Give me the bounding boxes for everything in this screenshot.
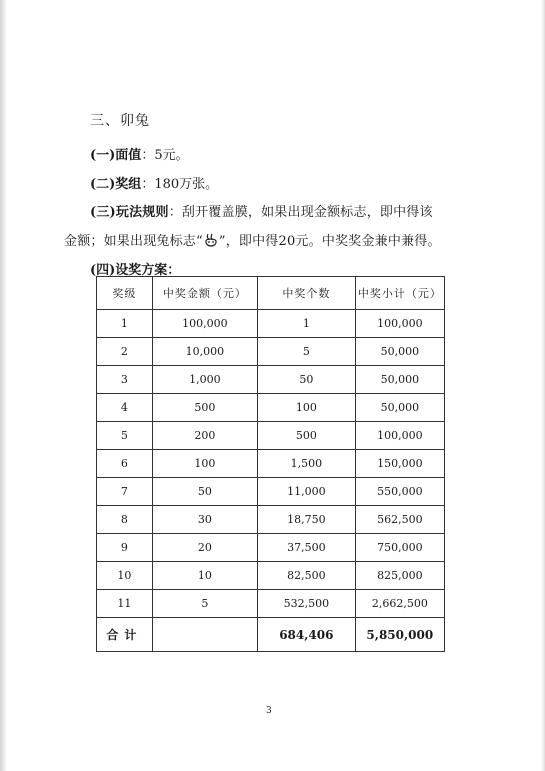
cell-subtotal: 150,000 [355,450,444,478]
table-row [97,534,445,562]
table-row [97,338,445,366]
rules-text-2b: ”，即中得20元。中奖奖金兼中兼得。 [218,234,441,249]
cell-amount: 10,000 [152,338,257,366]
rules-label: (三)玩法规则 [90,205,169,220]
cell-amount: 10 [152,562,257,590]
cell-count: 37,500 [258,534,356,562]
face-value-line [90,144,189,163]
cell-level: 11 [97,590,153,618]
rabbit-icon [204,233,218,247]
cell-amount: 200 [152,422,257,450]
cell-amount: 30 [152,506,257,534]
cell-count: 1,500 [258,450,356,478]
cell-amount: 500 [152,394,257,422]
cell-amount: 5 [152,590,257,618]
cell-count: 82,500 [258,562,356,590]
cell-amount: 100 [152,450,257,478]
cell-level: 6 [97,450,153,478]
table-row [97,450,445,478]
table-row [97,394,445,422]
page-number: 3 [266,706,272,716]
face-value-label: (一)面值 [90,148,142,163]
rules-text-1: ：刮开覆盖膜，如果出现金额标志，即中得该 [168,205,433,220]
column-header-level: 奖级 [97,277,153,310]
table-row [97,478,445,506]
cell-subtotal: 100,000 [355,422,444,450]
cell-count: 50 [258,366,356,394]
cell-subtotal: 50,000 [355,366,444,394]
table-row [97,422,445,450]
ticket-count-text: ：180万张。 [141,177,219,192]
rules-line-1 [90,201,433,220]
cell-level: 1 [97,310,153,338]
ticket-count-line [90,173,218,192]
table-row [97,562,445,590]
scan-edge-left [0,0,7,771]
cell-level: 2 [97,338,153,366]
face-value-text: ：5元。 [141,148,189,163]
cell-subtotal: 750,000 [355,534,444,562]
total-subtotal: 5,850,000 [355,618,444,652]
cell-subtotal: 50,000 [355,394,444,422]
prize-table [96,276,445,652]
table-row [97,590,445,618]
cell-level: 5 [97,422,153,450]
cell-count: 5 [258,338,356,366]
table-row [97,366,445,394]
cell-level: 9 [97,534,153,562]
total-row [97,618,445,652]
cell-count: 1 [258,310,356,338]
cell-amount: 1,000 [152,366,257,394]
cell-level: 3 [97,366,153,394]
cell-count: 500 [258,422,356,450]
cell-amount: 20 [152,534,257,562]
prize-scheme-label: (四)设奖方案： [90,263,181,278]
table-row [97,310,445,338]
total-label: 合计 [97,618,153,652]
table-header-row [97,277,445,310]
total-amount-empty [152,618,257,652]
cell-subtotal: 100,000 [355,310,444,338]
cell-count: 100 [258,394,356,422]
column-header-subtotal: 中奖小计（元） [355,277,444,310]
scan-edge-right [541,0,545,771]
column-header-count: 中奖个数 [258,277,356,310]
rules-line-2 [64,230,441,249]
cell-subtotal: 562,500 [355,506,444,534]
cell-amount: 50 [152,478,257,506]
column-header-amount: 中奖金额（元） [152,277,257,310]
cell-subtotal: 825,000 [355,562,444,590]
cell-subtotal: 550,000 [355,478,444,506]
table-row [97,506,445,534]
cell-count: 532,500 [258,590,356,618]
cell-amount: 100,000 [152,310,257,338]
cell-level: 7 [97,478,153,506]
rules-text-2a: 金额；如果出现兔标志“ [64,234,203,249]
cell-count: 11,000 [258,478,356,506]
cell-count: 18,750 [258,506,356,534]
ticket-count-label: (二)奖组 [90,177,142,192]
section-heading: 三、卯兔 [90,113,150,129]
cell-subtotal: 2,662,500 [355,590,444,618]
cell-level: 8 [97,506,153,534]
total-count: 684,406 [258,618,356,652]
cell-level: 4 [97,394,153,422]
cell-level: 10 [97,562,153,590]
cell-subtotal: 50,000 [355,338,444,366]
